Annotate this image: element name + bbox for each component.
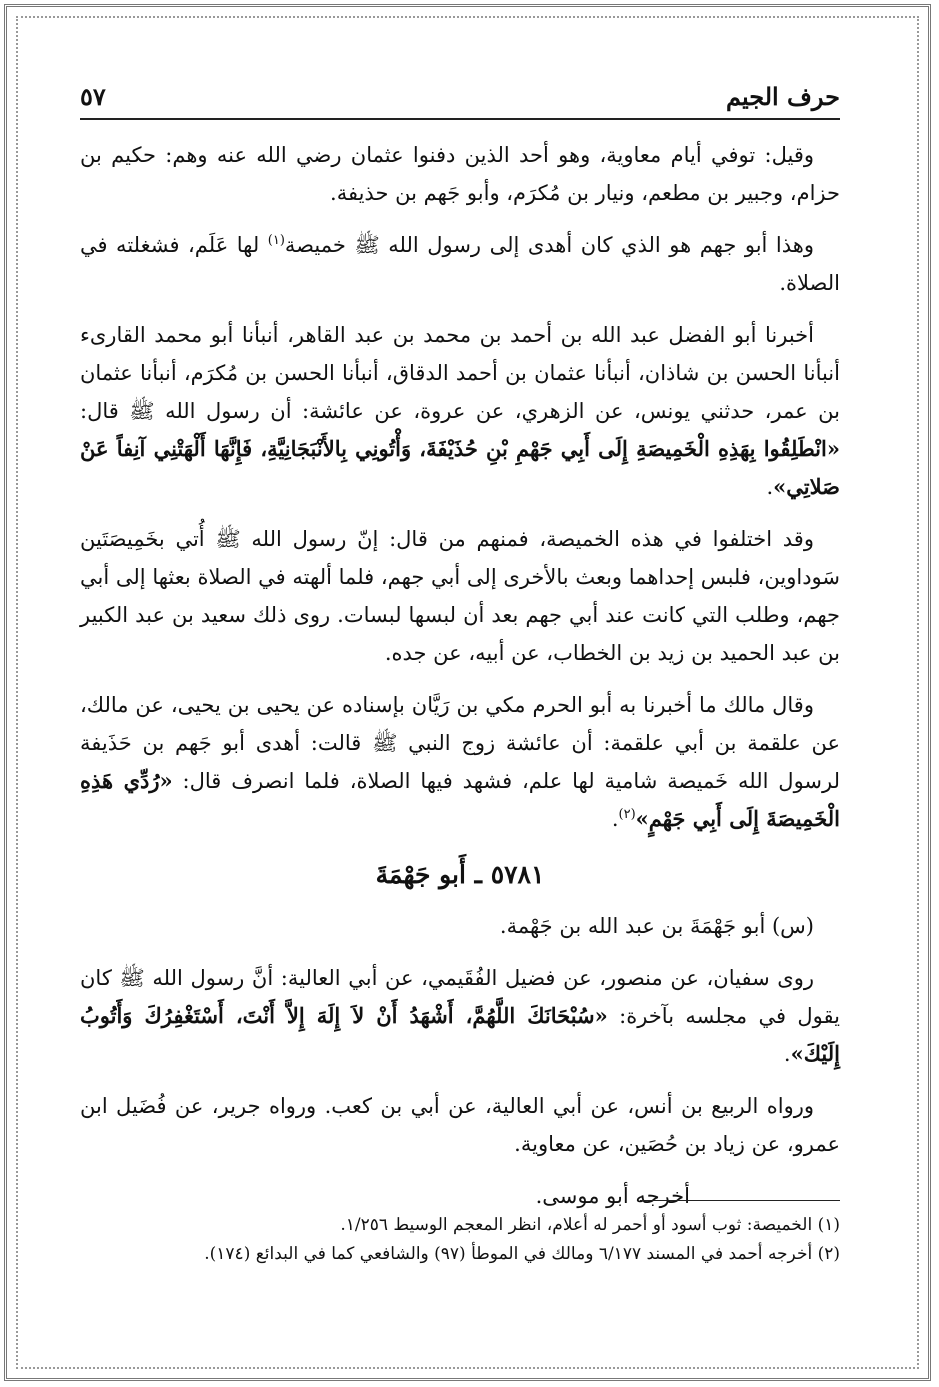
paragraph-5-end: .: [611, 807, 619, 831]
paragraph-6-end: .: [783, 1042, 791, 1066]
footnote-1: (١) الخميصة: ثوب أسود أو أحمر له أعلام، انظر المعجم الوسيط ١/٢٥٦.: [340, 1215, 840, 1235]
footnote-ref-1: (١): [267, 233, 285, 248]
paragraph-1: وقيل: توفي أيام معاوية، وهو أحد الذين دفنوا عثمان رضي الله عنه وهم: حكيم بن حزام، وجبير بن مطعم، ونيار بن مُكرَم، وأبو جَهم بن حذيفة.: [80, 143, 840, 205]
page-number: ٥٧: [80, 82, 106, 111]
hadith-text-3: «سُبْحَانَكَ اللَّهُمَّ، أَشْهَدُ أَنْ لاَ إِلَهَ إِلاَّ أَنْتَ، أَسْتَغْفِرُكَ وَأَتُوبُ إِلَيْكَ»: [80, 1003, 840, 1066]
hadith-text-2: «رُدِّي هَذِهِ الْخَمِيصَةَ إِلَى أَبِي جَهْمٍ»: [80, 768, 840, 831]
paragraph-4: وقد اختلفوا في هذه الخميصة، فمنهم من قال: إنّ رسول الله ﷺ أُتي بخَمِيصَتَين سَوداوين، فلبس إحداهما وبعث بالأخرى إلى أبي جهم، فلما ألهته في الصلاة بعثها إلى أبي جهم، وطلب التي كانت عند أبي جهم بعد أن لبسها لبسات. روى ذلك سعيد بن عبد الكبير بن عبد الحميد بن زيد بن الخطاب، عن أبيه، عن جده.: [80, 527, 840, 665]
footnote-ref-2: (٢): [618, 807, 636, 822]
paragraph-7: ورواه الربيع بن أنس، عن أبي العالية، عن أبي بن كعب. ورواه جرير، عن فُضَيل ابن عمرو، عن زياد بن حُصَين، عن معاوية.: [80, 1094, 840, 1156]
footnote-2: (٢) أخرجه أحمد في المسند ٦/١٧٧ ومالك في الموطأ (٩٧) والشافعي كما في البدائع (١٧٤).: [204, 1244, 840, 1264]
hadith-text-1: «انْطَلِقُوا بِهَذِهِ الْخَمِيصَةِ إِلَى أَبِي جَهْمِ بْنِ حُذَيْفَةَ، وَأْتُونِي بِالأَنْبَجَانِيَّةِ، فَإِنَّهَا أَلْهَتْنِي آنِفاً عَنْ صَلاتِي»: [80, 436, 840, 499]
paragraph-2-text-a: وهذا أبو جهم هو الذي كان أهدى إلى رسول الله ﷺ خميصة: [284, 233, 814, 257]
paragraph-5: [80, 686, 840, 838]
paragraph-3-isnad: أخبرنا أبو الفضل عبد الله بن أحمد بن محمد بن عبد القاهر، أنبأنا أبو محمد القارىء أنبأنا الحسن بن شاذان، أنبأنا عثمان بن أحمد الدقاق، أنبأنا الحسن بن مُكرَم، أنبأنا عثمان بن عمر، حدثني يونس، عن الزهري، عن عروة، عن عائشة: أن رسول الله ﷺ قال:: [80, 323, 840, 423]
running-title: حرف الجيم: [726, 82, 840, 111]
footnotes: [80, 1200, 840, 1269]
entry-intro: (س) أبو جَهْمَةَ بن عبد الله بن جَهْمة.: [499, 914, 814, 938]
entry-heading: ٥٧٨١ ـ أَبو جَهْمَةَ: [375, 860, 545, 889]
paragraph-3: [80, 316, 840, 506]
paragraph-5-text: وقال مالك ما أخبرنا به أبو الحرم مكي بن رَيَّان بإسناده عن يحيى بن يحيى، عن مالك، عن علقمة بن أبي علقمة: أن عائشة زوج النبي ﷺ قالت: أهدى أبو جَهم بن حَذَيفة لرسول الله خَميصة شامية لها علم، فشهد فيها الصلاة، فلما انصرف قال:: [80, 693, 840, 793]
paragraph-2: [80, 226, 840, 302]
paragraph-3-end: .: [766, 475, 774, 499]
paragraph-6: [80, 959, 840, 1073]
paragraph-2-text-b: لها عَلَم، فشغلته في الصلاة.: [80, 233, 840, 295]
footnote-divider: [640, 1200, 840, 1201]
book-page: [80, 70, 840, 1330]
paragraph-6-text: روى سفيان، عن منصور، عن فضيل الفُقَيمي، عن أبي العالية: أنَّ رسول الله ﷺ كان يقول في مجلسه بآخرة:: [80, 966, 840, 1028]
page-header: [80, 82, 840, 120]
page-body: [80, 136, 840, 1229]
paragraph-8: أخرجه أبو موسى.: [535, 1184, 690, 1208]
